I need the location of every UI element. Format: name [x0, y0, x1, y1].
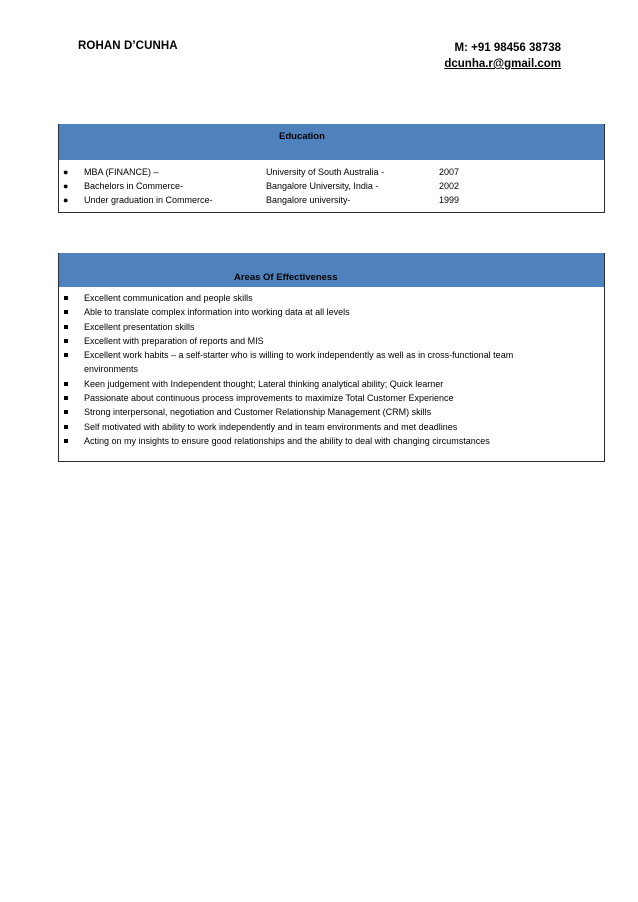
list-item-text: Keen judgement with Independent thought; Lateral thinking analytical ability; Quick learner — [84, 378, 444, 389]
education-row — [59, 165, 604, 179]
bullet-icon: ● — [63, 195, 69, 205]
square-bullet-icon — [64, 396, 68, 400]
education-header — [59, 124, 604, 160]
list-item-text: Excellent with preparation of reports and MIS — [84, 335, 264, 346]
square-bullet-icon — [64, 353, 68, 357]
education-degree: MBA (FINANCE) – — [84, 167, 159, 177]
square-bullet-icon — [64, 325, 68, 329]
education-title: Education — [279, 131, 325, 142]
square-bullet-icon — [64, 310, 68, 314]
education-year: 2007 — [439, 167, 460, 177]
education-year: 2002 — [439, 181, 460, 191]
square-bullet-icon — [64, 410, 68, 414]
square-bullet-icon — [64, 382, 68, 386]
list-item-text: Passionate about continuous process improvements to maximize Total Customer Experience — [84, 393, 454, 404]
education-university: University of South Australia - — [266, 167, 385, 177]
list-item — [59, 291, 604, 305]
list-item-text: Excellent presentation skills — [84, 321, 195, 332]
contact-info — [444, 40, 561, 72]
list-item — [59, 348, 604, 377]
effectiveness-title: Areas Of Effectiveness — [234, 272, 338, 283]
education-list — [59, 165, 604, 207]
list-item — [59, 434, 604, 448]
email-link[interactable]: dcunha.r@gmail.com — [444, 58, 561, 70]
list-item — [59, 405, 604, 419]
list-item-text: Able to translate complex information into working data at all levels — [84, 307, 350, 318]
education-university: Bangalore university- — [266, 195, 351, 205]
list-item — [59, 420, 604, 434]
list-item-text: Excellent work habits – a self-starter who is willing to work independently as well as in cross-functional team environments — [84, 350, 514, 375]
education-section — [58, 124, 605, 213]
square-bullet-icon — [64, 439, 68, 443]
list-item — [59, 391, 604, 405]
bullet-icon: ● — [63, 181, 69, 191]
list-item — [59, 377, 604, 391]
effectiveness-section — [58, 253, 605, 462]
education-degree: Bachelors in Commerce- — [84, 181, 184, 191]
education-university: Bangalore University, India - — [266, 181, 379, 191]
list-item-text: Excellent communication and people skills — [84, 293, 253, 303]
list-item — [59, 320, 604, 334]
phone-number: M: +91 98456 38738 — [454, 42, 561, 54]
list-item — [59, 334, 604, 348]
bullet-icon: ● — [63, 167, 69, 177]
education-row — [59, 179, 604, 193]
list-item-text: Self motivated with ability to work independently and in team environments and met deadlines — [84, 421, 458, 432]
education-degree: Under graduation in Commerce- — [84, 195, 213, 205]
square-bullet-icon — [64, 425, 68, 429]
candidate-name: ROHAN D’CUNHA — [78, 40, 178, 52]
education-year: 1999 — [439, 195, 460, 205]
effectiveness-list — [59, 291, 604, 448]
square-bullet-icon — [64, 339, 68, 343]
effectiveness-header — [59, 253, 604, 287]
list-item — [59, 305, 604, 319]
list-item-text: Acting on my insights to ensure good relationships and the ability to deal with changing circumstances — [84, 435, 490, 446]
list-item-text: Strong interpersonal, negotiation and Customer Relationship Management (CRM) skills — [84, 407, 432, 418]
square-bullet-icon — [64, 296, 68, 300]
education-row — [59, 193, 604, 207]
